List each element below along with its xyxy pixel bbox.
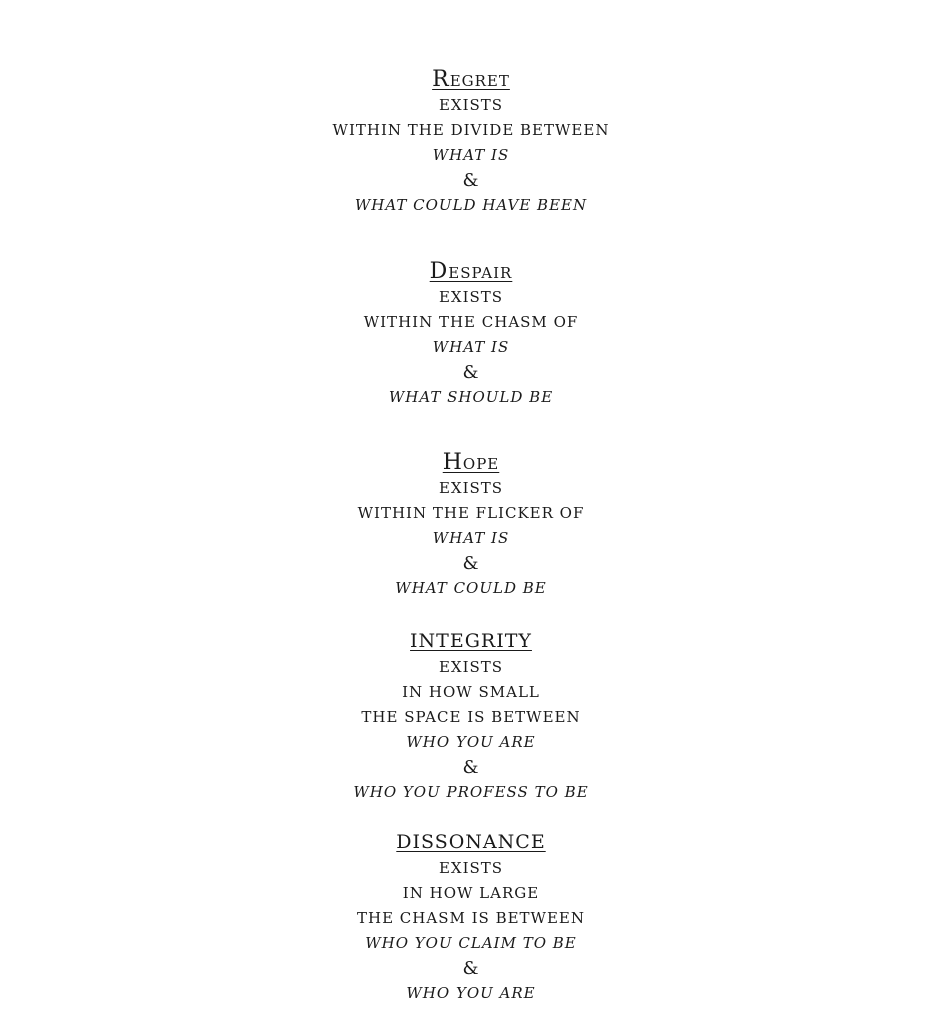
- stanza-line: WHO YOU ARE: [406, 984, 536, 1002]
- stanza-despair: [0, 258, 942, 410]
- stanza-title: DISSONANCE: [396, 831, 546, 853]
- stanza-integrity: [0, 628, 942, 805]
- ampersand: &: [462, 757, 480, 778]
- stanza-line: WHAT IS: [432, 146, 510, 164]
- stanza-line: IN HOW LARGE: [402, 884, 540, 902]
- stanza-line: EXISTS: [438, 658, 504, 676]
- stanza-line: WHAT COULD HAVE BEEN: [354, 196, 588, 214]
- stanza-title: Despair: [429, 259, 513, 284]
- stanza-line: THE CHASM IS BETWEEN: [357, 909, 585, 927]
- stanza-line: WITHIN THE DIVIDE BETWEEN: [332, 121, 610, 139]
- stanza-line: WITHIN THE CHASM OF: [363, 313, 579, 331]
- stanza-line: WHO YOU PROFESS TO BE: [353, 783, 589, 801]
- stanza-line: WHAT IS: [432, 529, 510, 547]
- stanza-line: EXISTS: [438, 288, 504, 306]
- stanza-hope: [0, 449, 942, 601]
- ampersand: &: [462, 958, 480, 979]
- stanza-line: EXISTS: [438, 96, 504, 114]
- stanza-dissonance: [0, 829, 942, 1006]
- stanza-title: Hope: [442, 450, 500, 475]
- stanza-line: WITHIN THE FLICKER OF: [357, 504, 585, 522]
- stanza-line: WHAT SHOULD BE: [388, 388, 554, 406]
- stanza-title: Regret: [432, 67, 510, 92]
- ampersand: &: [462, 362, 480, 383]
- stanza-line: WHO YOU ARE: [406, 733, 536, 751]
- stanza-line: WHAT IS: [432, 338, 510, 356]
- stanza-line: EXISTS: [438, 859, 504, 877]
- stanza-line: EXISTS: [438, 479, 504, 497]
- stanza-regret: [0, 66, 942, 218]
- stanza-line: IN HOW SMALL: [402, 683, 540, 701]
- ampersand: &: [462, 553, 480, 574]
- ampersand: &: [462, 170, 480, 191]
- stanza-line: WHAT COULD BE: [395, 579, 547, 597]
- stanza-title: INTEGRITY: [410, 630, 532, 652]
- stanza-line: WHO YOU CLAIM TO BE: [365, 934, 577, 952]
- stanza-line: THE SPACE IS BETWEEN: [361, 708, 581, 726]
